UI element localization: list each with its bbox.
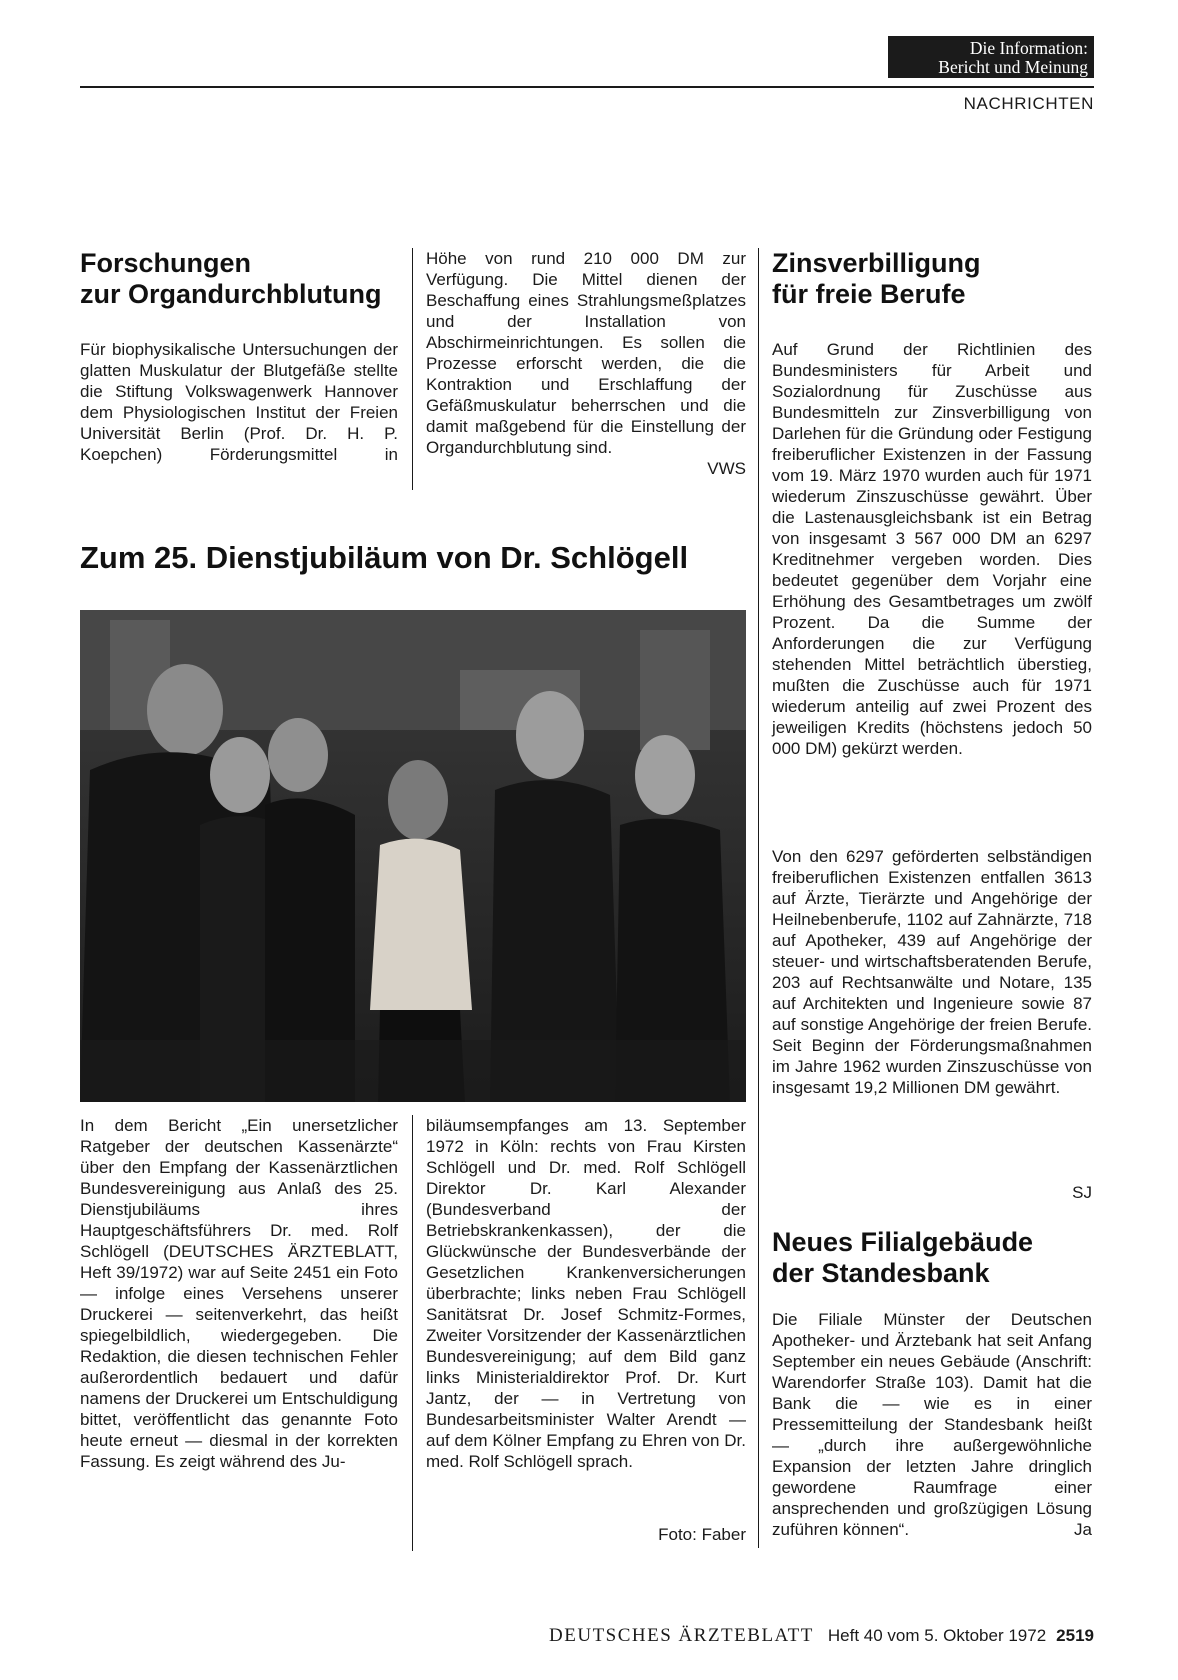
page-footer — [80, 1625, 1094, 1646]
article3-paragraph-1: Auf Grund der Richtlinien des Bundesministers für Arbeit und Sozialordnung für Zuschüsse aus Bundesmitteln zur Zinsverbilligung von Darlehen für die Gründung oder Festigung freiberuflicher Existenzen in der Fassung vom 19. März 1970 wurden auch für 1971 wiederum Zinszuschüsse gewährt. Über die Lastenausgleichsbank ist ein Betrag von insgesamt 3 567 000 DM an 6297 Kreditnehmer vergeben worden. Dies bedeutet gegenüber dem Vorjahr eine Erhöhung des Gesamtbetrages um zwölf Prozent. Da die Summe der Anforderungen die zur Verfügung stehenden Mittel beträchtlich überstieg, mußten die Zuschüsse auch für 1971 wiederum anteilig auf zwei Prozent des jeweiligen Kredits (höchstens jedoch 50 000 DM) gekürzt werden. — [772, 340, 1092, 758]
column-divider — [758, 248, 759, 1548]
issue-info: Heft 40 vom 5. Oktober 1972 — [827, 1626, 1047, 1645]
article4-title-line1: Neues Filialgebäude — [772, 1227, 1034, 1257]
article3-title-line1: Zinsverbilligung — [772, 248, 981, 278]
article1-body-col2: Höhe von rund 210 000 DM zur Verfügung. Die Mittel dienen der Beschaffung eines Strahlungsmeßplatzes und der Installation von Abschirmeinrichtungen. Es sollen die Prozesse erforscht werden, die die Kontraktion und Erschlaffung der Gefäßmuskulatur beherrschen und die damit maßgebend für die Einstellung der Organdurchblutung sind. — [426, 249, 746, 457]
article2-body-col1: In dem Bericht „Ein unersetzlicher Ratgeber der deutschen Kassenärzte“ über den Empfang der Kassenärztlichen Bundesvereinigung aus Anlaß des 25. Dienstjubiläums ihres Hauptgeschäftsführers Dr. med. Rolf Schlögell (DEUTSCHES ÄRZTEBLATT, Heft 39/1972) war auf Seite 2451 ein Foto — infolge eines Versehens unserer Druckerei — seitenverkehrt, das heißt spiegelbildlich, wiedergegeben. Die Redaktion, die diesen technischen Fehler außerordentlich bedauert und dafür namens der Druckerei um Entschuldigung bittet, veröffentlicht das genannte Foto heute erneut — diesmal in der korrekten Fassung. Es zeigt während des Ju- — [80, 1116, 398, 1471]
article2-body-col2: biläumsempfanges am 13. September 1972 in Köln: rechts von Frau Kirsten Schlögell und Dr. med. Rolf Schlögell Direktor Dr. Karl Alexander (Bundesverband der Betriebskrankenkassen), der die Glückwünsche der Bundesverbände der Gesetzlichen Krankenversicherungen überbrachte; links neben Frau Schlögell Sanitätsrat Dr. Josef Schmitz-Formes, Zweiter Vorsitzender der Kassenärztlichen Bundesvereinigung; auf dem Bild ganz links Ministerialdirektor Prof. Dr. Kurt Jantz, der — in Vertretung von Bundesarbeitsminister Walter Arendt — auf dem Kölner Empfang zu Ehren von Dr. med. Rolf Schlögell sprach. — [426, 1116, 746, 1471]
header-rule — [80, 86, 1094, 88]
article2-title: Zum 25. Dienstjubiläum von Dr. Schlögell — [80, 540, 689, 575]
section-label: NACHRICHTEN — [963, 94, 1094, 113]
journal-name: DEUTSCHES ÄRZTEBLATT — [549, 1625, 814, 1646]
article3-title-line2: für freie Berufe — [772, 279, 966, 309]
article1-title-line2: zur Organdurchblutung — [80, 279, 382, 309]
group-portrait-image — [80, 610, 746, 1102]
article3-paragraph-2: Von den 6297 geförderten selbständigen freiberuflichen Existenzen entfallen 3613 auf Ärzte, Tierärzte und Angehörige der Heilnebenberufe, 1102 auf Zahnärzte, 718 auf Apotheker, 439 auf Angehörige der steuer- und wirtschaftsberatenden Berufe, 203 auf Rechtsanwälte und Notare, 135 auf Architekten und Ingenieure sowie 87 auf sonstige Angehörige der freien Berufe. Seit Beginn der Förderungsmaßnahmen im Jahre 1962 wurden Zinszuschüsse von insgesamt 19,2 Millionen DM gewährt. — [772, 847, 1092, 1097]
article4-title-line2: der Standesbank — [772, 1258, 990, 1288]
article3-signature: SJ — [1072, 1183, 1092, 1202]
column-divider — [412, 1115, 413, 1551]
masthead-label — [888, 36, 1094, 78]
article3-title — [772, 248, 1092, 310]
page-number: 2519 — [1056, 1626, 1094, 1645]
column-divider — [412, 248, 413, 490]
masthead-line-1: Die Information: — [969, 38, 1088, 58]
article1-signature: VWS — [707, 459, 746, 478]
article1-body-col1: Für biophysikalische Untersuchungen der glatten Muskulatur der Blutgefäße stellte die Stiftung Volkswagenwerk Hannover dem Physiologischen Institut der Freien Universität Berlin (Prof. Dr. H. P. Koepchen) Förderungsmittel in — [80, 340, 398, 464]
article1-title — [80, 248, 400, 310]
article4-body: Die Filiale Münster der Deutschen Apotheker- und Ärztebank hat seit Anfang September ein neues Gebäude (Anschrift: Warendorfer Straße 103). Damit hat die Bank die — wie es in einer Pressemitteilung der Standesbank heißt — „durch ihre außergewöhnliche Expansion der letzten Jahre dringlich gewordene Raumfrage einer ansprechenden und großzügigen Lösung zuführen können“. — [772, 1310, 1092, 1539]
masthead-line-2: Bericht und Meinung — [938, 57, 1088, 77]
photo-credit: Foto: Faber — [658, 1525, 746, 1544]
article1-title-line1: Forschungen — [80, 248, 252, 278]
article4-signature: Ja — [1074, 1520, 1092, 1539]
article4-title — [772, 1227, 1092, 1289]
press-photo — [80, 610, 746, 1102]
